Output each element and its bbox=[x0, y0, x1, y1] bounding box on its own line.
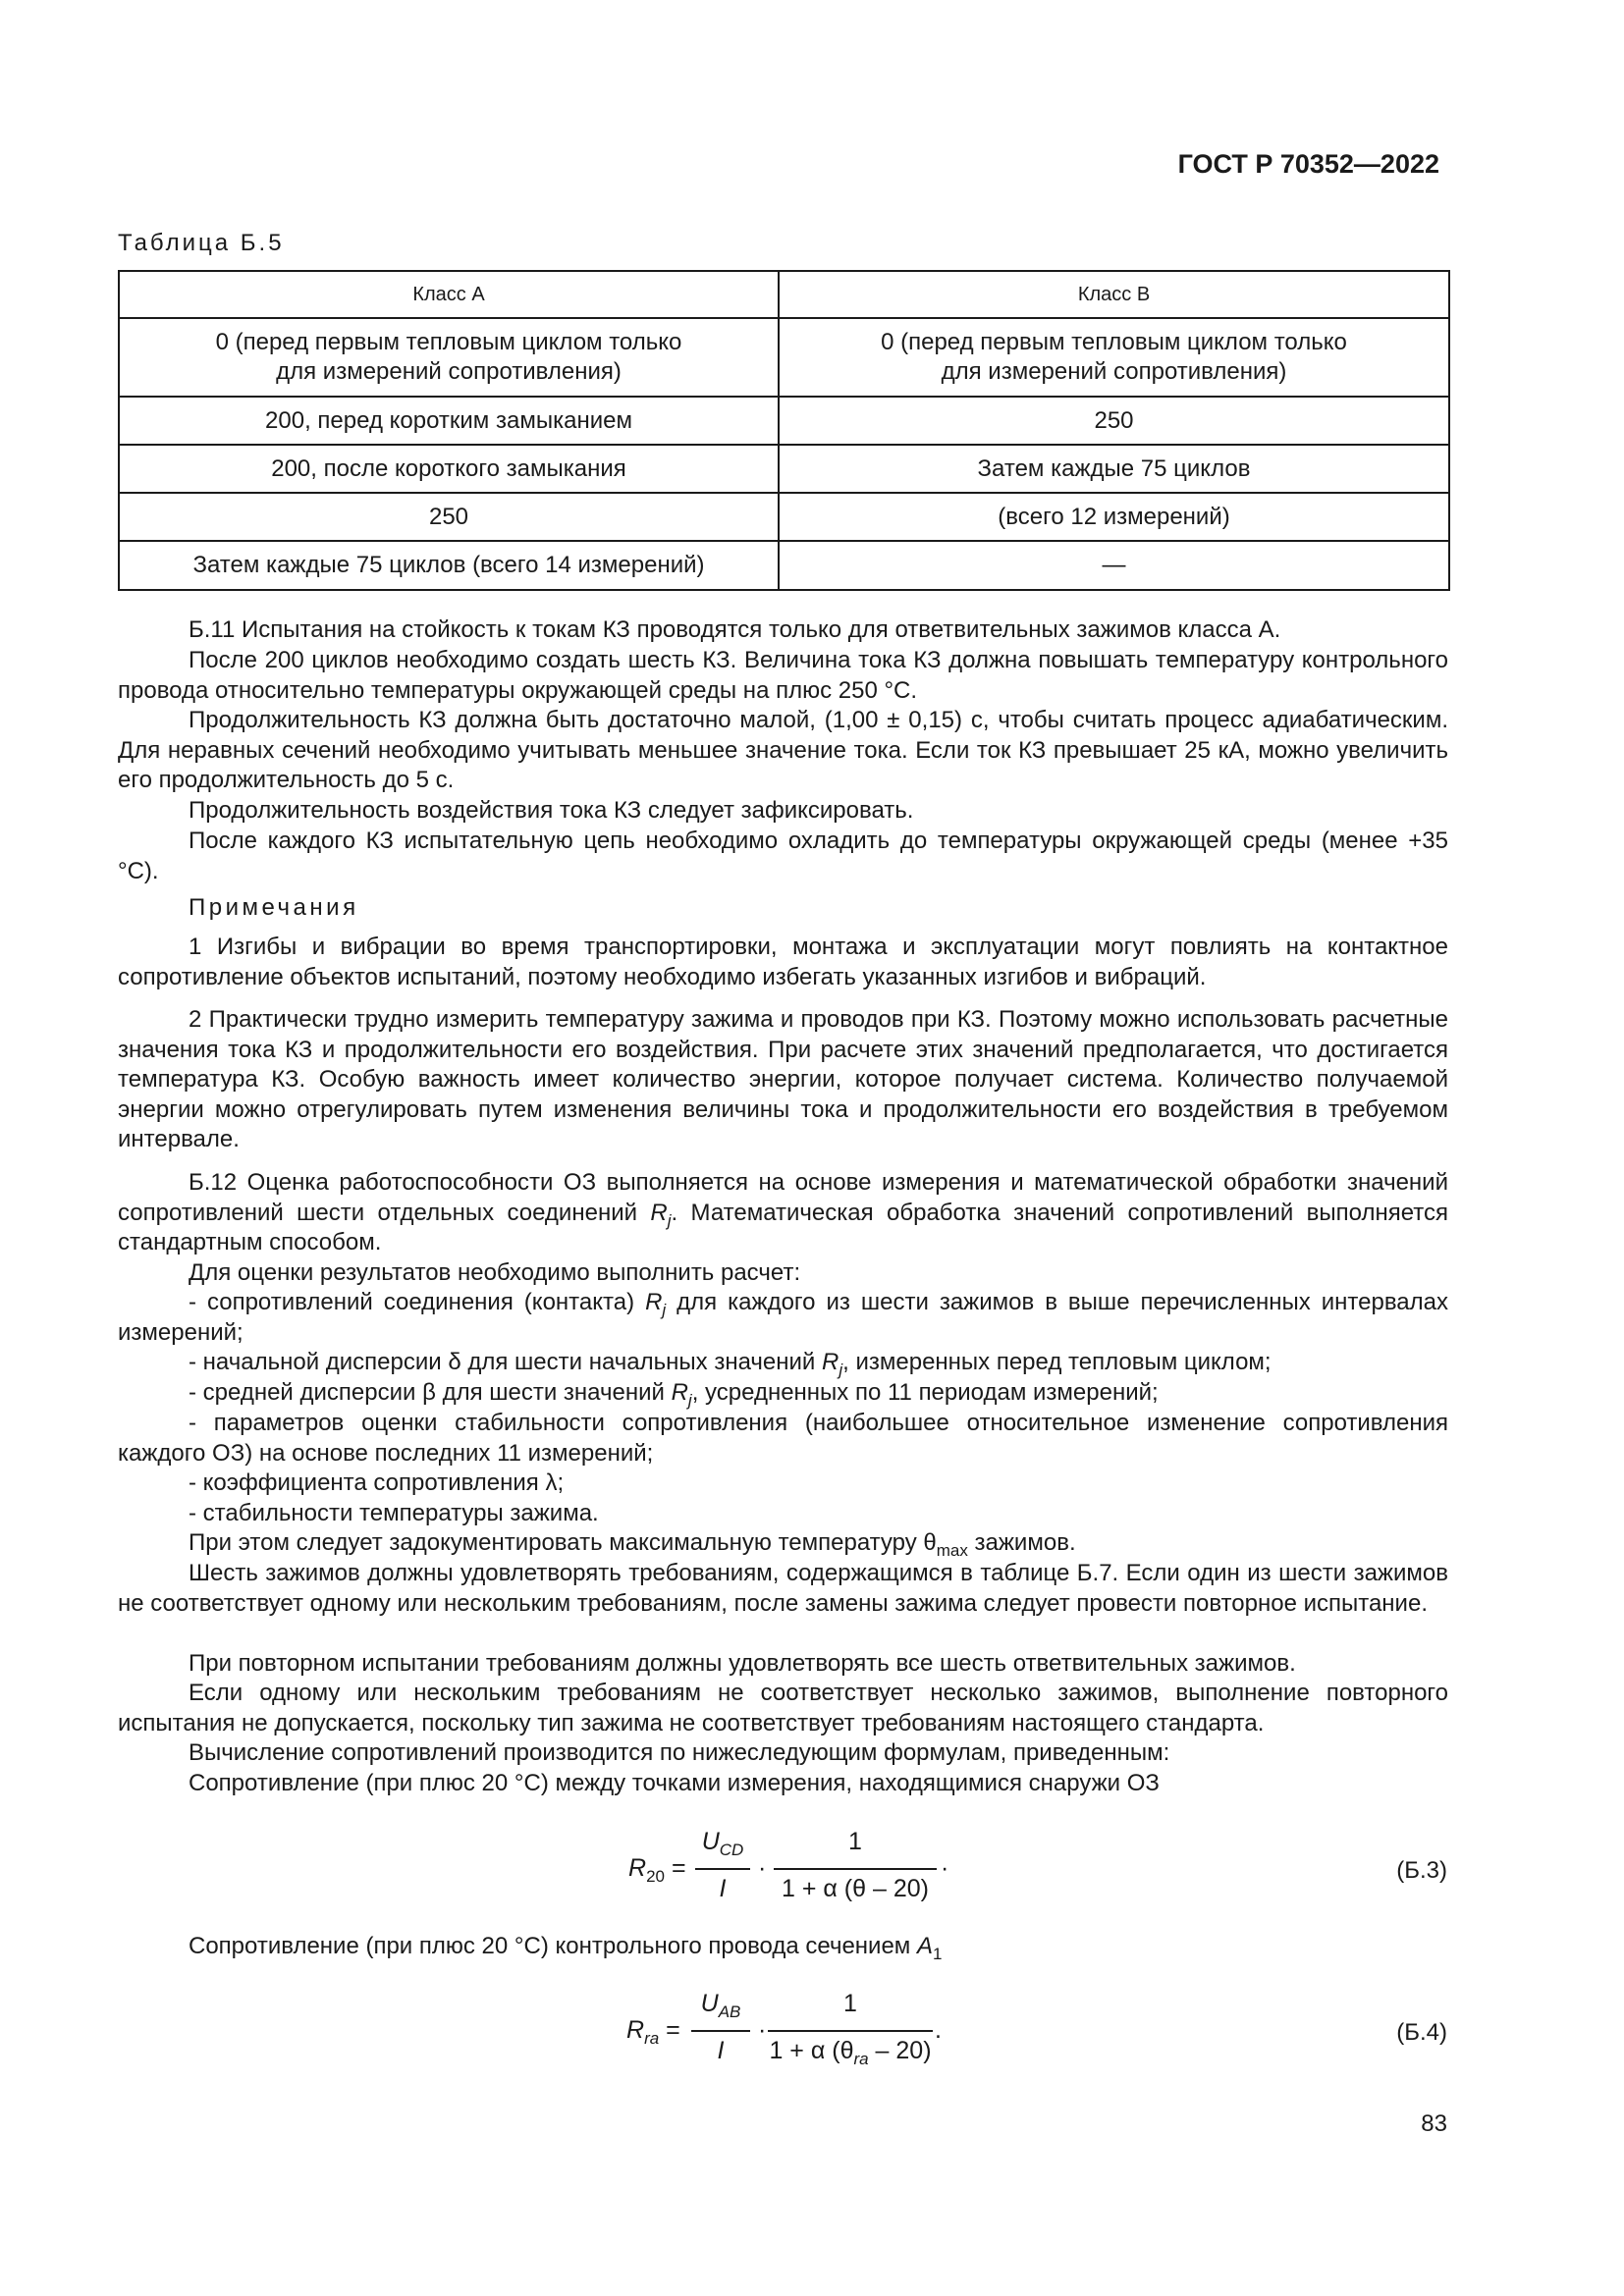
fraction-bar bbox=[695, 1868, 750, 1870]
fraction-bar bbox=[691, 2030, 750, 2032]
paragraph-max-temp bbox=[118, 1528, 1448, 1559]
list-item bbox=[118, 1348, 1448, 1378]
equals-sign: = bbox=[671, 1854, 686, 1882]
var-u: U bbox=[701, 1828, 720, 1855]
table-header-row bbox=[119, 271, 1449, 318]
formula-b3-numerator bbox=[693, 1828, 752, 1859]
paragraph-after-200-cycles: После 200 циклов необходимо создать шесть КЗ. Величина тока КЗ должна повышать температуру контрольного провода относительно температуры окружающей среды на плюс 250 °С. bbox=[118, 647, 1448, 704]
cell-line: для измерений сопротивления) bbox=[276, 358, 622, 385]
var-u: U bbox=[700, 1990, 719, 2017]
paragraph-r20-intro: Сопротивление (при плюс 20 °С) между точками измерения, находящимися снаружи ОЗ bbox=[189, 1770, 1160, 1796]
var-r: R bbox=[626, 2016, 645, 2044]
table-caption: Таблица Б.5 bbox=[118, 230, 285, 256]
sub-cd: CD bbox=[719, 1841, 744, 1859]
formula-b3-tail: · bbox=[941, 1854, 949, 1882]
formula-b4-tail: . bbox=[935, 2016, 942, 2044]
equation-number-b3: (Б.3) bbox=[1396, 1857, 1447, 1884]
table-cell: — bbox=[779, 541, 1449, 590]
paragraph-fix-duration: Продолжительность воздействия тока КЗ следует зафиксировать. bbox=[189, 797, 914, 824]
fraction-bar bbox=[774, 1868, 937, 1870]
fraction-bar bbox=[768, 2030, 933, 2032]
sub-j: j bbox=[839, 1361, 843, 1379]
text-span: - сопротивлений соединения (контакта) bbox=[189, 1289, 635, 1315]
formula-b3-denominator-2: 1 + α (θ – 20) bbox=[782, 1875, 929, 1902]
sub-j: j bbox=[687, 1391, 692, 1410]
sub-j: j bbox=[662, 1301, 667, 1319]
column-header-class-b: Класс В bbox=[779, 271, 1449, 318]
page-number: 83 bbox=[1421, 2110, 1447, 2137]
text-span: 1 + α (θ bbox=[769, 2037, 854, 2064]
table-row bbox=[119, 541, 1449, 590]
paragraph-b12 bbox=[118, 1168, 1448, 1258]
formula-b4-denominator bbox=[689, 2037, 752, 2065]
cell-line: для измерений сопротивления) bbox=[941, 358, 1287, 385]
paragraph-repeat-test: При повторном испытании требованиям должны удовлетворять все шесть ответвительных зажимов. bbox=[189, 1650, 1296, 1677]
formula-b3-denominator bbox=[693, 1875, 752, 1903]
paragraph-calc-intro: Для оценки результатов необходимо выполнить расчет: bbox=[189, 1259, 801, 1286]
paragraph-formulas-intro: Вычисление сопротивлений производится по нижеследующим формулам, приведенным: bbox=[189, 1739, 1170, 1766]
multiply-dot: · bbox=[758, 1854, 767, 1882]
cell-line: 0 (перед первым тепловым циклом только bbox=[881, 329, 1347, 355]
formula-b4-lhs bbox=[626, 2016, 680, 2048]
list-item: - стабильности температуры зажима. bbox=[189, 1500, 599, 1526]
table-row bbox=[119, 445, 1449, 493]
text-span: Сопротивление (при плюс 20 °С) контрольного провода сечением bbox=[189, 1933, 917, 1959]
text-span: При этом следует задокументировать максимальную температуру θ bbox=[189, 1529, 937, 1556]
table-row bbox=[119, 493, 1449, 541]
list-item bbox=[118, 1288, 1448, 1348]
sub-20: 20 bbox=[646, 1867, 665, 1886]
data-table bbox=[118, 270, 1450, 591]
text-span: , измеренных перед тепловым циклом; bbox=[842, 1349, 1272, 1375]
notes-title: Примечания bbox=[189, 894, 359, 921]
paragraph-duration: Продолжительность КЗ должна быть достаточно малой, (1,00 ± 0,15) с, чтобы считать процесс адиабатическим. Для неравных сечений необходимо учитывать меньшее значение тока. Если ток КЗ превышает 25 кА, можно увеличить его продолжительность до 5 с. bbox=[118, 707, 1448, 794]
formula-b4-numerator bbox=[689, 1990, 752, 2021]
var-r: R bbox=[628, 1854, 647, 1882]
formula-b4-numerator-2: 1 bbox=[843, 1990, 857, 2017]
var-a: A bbox=[916, 1933, 933, 1959]
text-span: - средней дисперсии β для шести значений bbox=[189, 1379, 665, 1406]
var-r: R bbox=[671, 1379, 688, 1406]
paragraph-cooling: После каждого КЗ испытательную цепь необходимо охладить до температуры окружающей среды (менее +35 °С). bbox=[118, 828, 1448, 884]
table-cell: 200, перед коротким замыканием bbox=[119, 397, 779, 445]
list-item: - параметров оценки стабильности сопротивления (наибольшее относительное изменение сопротивления каждого ОЗ) на основе последних 11 измерений; bbox=[118, 1410, 1448, 1467]
equation-number-b4: (Б.4) bbox=[1396, 2019, 1447, 2046]
table-row bbox=[119, 397, 1449, 445]
text-span: Б.12 Оценка работоспособности ОЗ выполняется на основе измерения и математической обработки значений сопротивлений шести отдельных соединений bbox=[118, 1169, 1448, 1226]
formula-b3-lhs bbox=[628, 1854, 686, 1886]
table-cell: 200, после короткого замыкания bbox=[119, 445, 779, 493]
sub-ra: ra bbox=[853, 2050, 869, 2068]
table-cell: 250 bbox=[119, 493, 779, 541]
text-span: - начальной дисперсии δ для шести начальных значений bbox=[189, 1349, 816, 1375]
table-cell: Затем каждые 75 циклов (всего 14 измерений) bbox=[119, 541, 779, 590]
table-cell bbox=[779, 318, 1449, 397]
formula-b4-denominator-2 bbox=[766, 2037, 935, 2068]
paragraph-failure: Если одному или нескольким требованиям не соответствует несколько зажимов, выполнение повторного испытания не допускается, поскольку тип зажима не соответствует требованиям настоящего стандарта. bbox=[118, 1680, 1448, 1736]
equals-sign: = bbox=[666, 2016, 680, 2044]
text-span: , усредненных по 11 периодам измерений; bbox=[691, 1379, 1159, 1406]
text-span: для каждого из шести зажимов в выше перечисленных интервалах измерений; bbox=[118, 1289, 1448, 1346]
note-2: 2 Практически трудно измерить температуру зажима и проводов при КЗ. Поэтому можно использовать расчетные значения тока КЗ и продолжительности его воздействия. При расчете этих значений предполагается, что достигается температура КЗ. Особую важность имеет количество энергии, которое получает система. Количество получаемой энергии можно отрегулировать путем изменения величины тока и продолжительности его воздействия в требуемом интервале. bbox=[118, 1006, 1448, 1153]
text-span: зажимов. bbox=[967, 1529, 1076, 1556]
formula-b3-numerator-2: 1 bbox=[848, 1828, 862, 1855]
table-row bbox=[119, 318, 1449, 397]
cell-line: 0 (перед первым тепловым циклом только bbox=[215, 329, 682, 355]
table-cell: (всего 12 измерений) bbox=[779, 493, 1449, 541]
list-item bbox=[118, 1378, 1448, 1409]
sub-j: j bbox=[667, 1210, 672, 1230]
sub-ab: AB bbox=[718, 2002, 741, 2021]
var-r: R bbox=[822, 1349, 839, 1375]
text-span: . Математическая обработка значений сопротивлений выполняется стандартным способом. bbox=[118, 1199, 1448, 1256]
table-cell: 250 bbox=[779, 397, 1449, 445]
paragraph-b11: Б.11 Испытания на стойкость к токам КЗ проводятся только для ответвительных зажимов класса А. bbox=[189, 616, 1281, 643]
sub-1: 1 bbox=[933, 1945, 943, 1963]
table-cell: Затем каждые 75 циклов bbox=[779, 445, 1449, 493]
text-span: – 20) bbox=[868, 2037, 932, 2064]
multiply-dot: · bbox=[758, 2016, 767, 2044]
sub-max: max bbox=[936, 1541, 968, 1560]
var-r: R bbox=[650, 1199, 668, 1226]
table-cell bbox=[119, 318, 779, 397]
var-r: R bbox=[645, 1289, 663, 1315]
var-i: I bbox=[717, 2037, 725, 2064]
var-i: I bbox=[719, 1875, 727, 1902]
sub-ra: ra bbox=[644, 2029, 660, 2048]
list-item: - коэффициента сопротивления λ; bbox=[189, 1469, 565, 1496]
paragraph-rra-intro bbox=[118, 1932, 1448, 1962]
paragraph-six-clamps: Шесть зажимов должны удовлетворять требованиям, содержащимся в таблице Б.7. Если один из шести зажимов не соответствует одному или нескольким требованиям, после замены зажима следует провести повторное испытание. bbox=[118, 1560, 1448, 1617]
document-code: ГОСТ Р 70352—2022 bbox=[1177, 149, 1439, 179]
note-1: 1 Изгибы и вибрации во время транспортировки, монтажа и эксплуатации могут повлиять на контактное сопротивление объектов испытаний, поэтому необходимо избегать указанных изгибов и вибраций. bbox=[118, 934, 1448, 990]
column-header-class-a: Класс А bbox=[119, 271, 779, 318]
